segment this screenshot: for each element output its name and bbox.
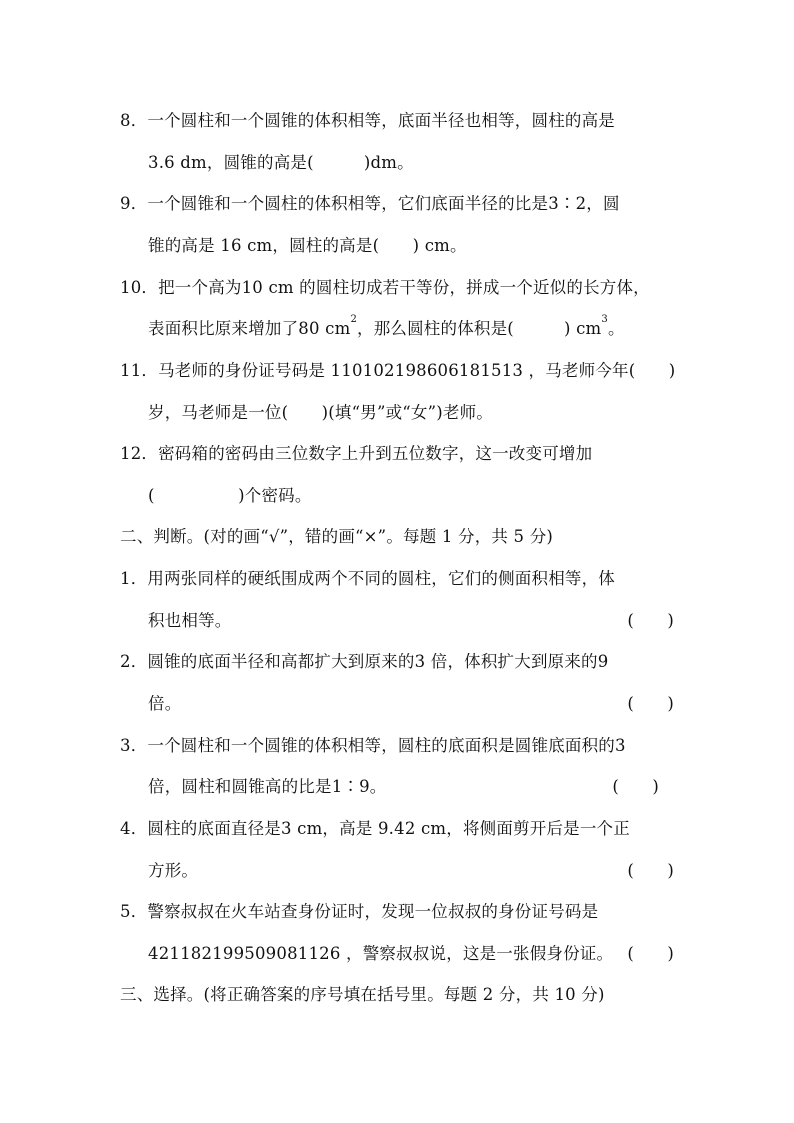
answer-parentheses: ( ) xyxy=(627,611,674,630)
question-text: 。 xyxy=(607,319,625,338)
question-text: 一个圆锥和一个圆柱的体积相等，它们底面半径的比是3∶2，圆 xyxy=(147,194,620,213)
question-11-line-1 xyxy=(120,357,675,381)
question-number: 11． xyxy=(120,361,159,380)
superscript-2: 2 xyxy=(350,314,357,325)
answer-parentheses: ( ) xyxy=(612,777,659,796)
question-9-line-2: 锥的高是 16 cm，圆柱的高是( ) cm。 xyxy=(148,236,467,255)
question-text: 表面积比原来增加了80 cm xyxy=(148,319,351,338)
question-text: 用两张同样的硬纸围成两个不同的圆柱，它们的侧面积相等，体 xyxy=(147,569,616,588)
judge-4-line-2: 方形。 xyxy=(148,861,199,880)
question-number: 4． xyxy=(120,819,148,838)
question-number: 10． xyxy=(120,278,159,297)
judge-2-line-2: 倍。 xyxy=(148,694,182,713)
judge-1-line-2: 积也相等。 xyxy=(148,611,232,630)
question-12-line-2: ( )个密码。 xyxy=(148,486,312,505)
question-8-line-2: 3.6 dm，圆锥的高是( )dm。 xyxy=(148,153,414,172)
question-number: 1． xyxy=(120,569,148,588)
question-number: 2． xyxy=(120,652,148,671)
superscript-3: 3 xyxy=(601,314,608,325)
judge-1-line-1 xyxy=(120,565,615,589)
judge-3-line-2: 倍，圆柱和圆锥高的比是1∶9。 xyxy=(148,777,387,796)
question-text: 把一个高为10 cm 的圆柱切成若干等份，拼成一个近似的长方体， xyxy=(158,278,650,297)
question-8-line-1 xyxy=(120,107,615,131)
question-10-line-1 xyxy=(120,274,650,298)
section-2-heading: 二、判断。(对的画“√”，错的画“×”。每题 1 分，共 5 分) xyxy=(120,527,554,546)
question-number: 3． xyxy=(120,736,148,755)
question-12-line-1 xyxy=(120,440,592,464)
question-number: 12． xyxy=(120,444,159,463)
judge-3-line-1 xyxy=(120,732,626,756)
question-text: 一个圆柱和一个圆锥的体积相等，圆柱的底面积是圆锥底面积的3 xyxy=(147,736,626,755)
question-text: 马老师的身份证号码是 110102198606181513 ，马老师今年( ) xyxy=(158,361,676,380)
question-10-line-2 xyxy=(148,315,625,339)
judge-5-line-2: 421182199509081126 ，警察叔叔说，这是一张假身份证。 xyxy=(148,944,614,963)
question-number: 9． xyxy=(120,194,148,213)
answer-parentheses: ( ) xyxy=(627,694,674,713)
question-text: 圆柱的底面直径是3 cm，高是 9.42 cm，将侧面剪开后是一个正 xyxy=(147,819,630,838)
question-11-line-2: 岁，马老师是一位( )(填“男”或“女”)老师。 xyxy=(148,403,493,422)
question-9-line-1 xyxy=(120,190,620,214)
judge-2-line-1 xyxy=(120,648,608,672)
question-text: 警察叔叔在火车站查身份证时，发现一位叔叔的身份证号码是 xyxy=(147,902,599,921)
question-text: ，那么圆柱的体积是( ) cm xyxy=(357,319,602,338)
question-text: 圆锥的底面半径和高都扩大到原来的3 倍，体积扩大到原来的9 xyxy=(147,652,609,671)
judge-5-line-1 xyxy=(120,898,598,922)
question-text: 密码箱的密码由三位数字上升到五位数字，这一改变可增加 xyxy=(158,444,593,463)
question-text: 一个圆柱和一个圆锥的体积相等，底面半径也相等，圆柱的高是 xyxy=(147,111,616,130)
answer-parentheses: ( ) xyxy=(627,861,674,880)
answer-parentheses: ( ) xyxy=(627,944,674,963)
question-number: 5． xyxy=(120,902,148,921)
question-number: 8． xyxy=(120,111,148,130)
section-3-heading: 三、选择。(将正确答案的序号填在括号里。每题 2 分，共 10 分) xyxy=(120,985,605,1004)
judge-4-line-1 xyxy=(120,815,630,839)
